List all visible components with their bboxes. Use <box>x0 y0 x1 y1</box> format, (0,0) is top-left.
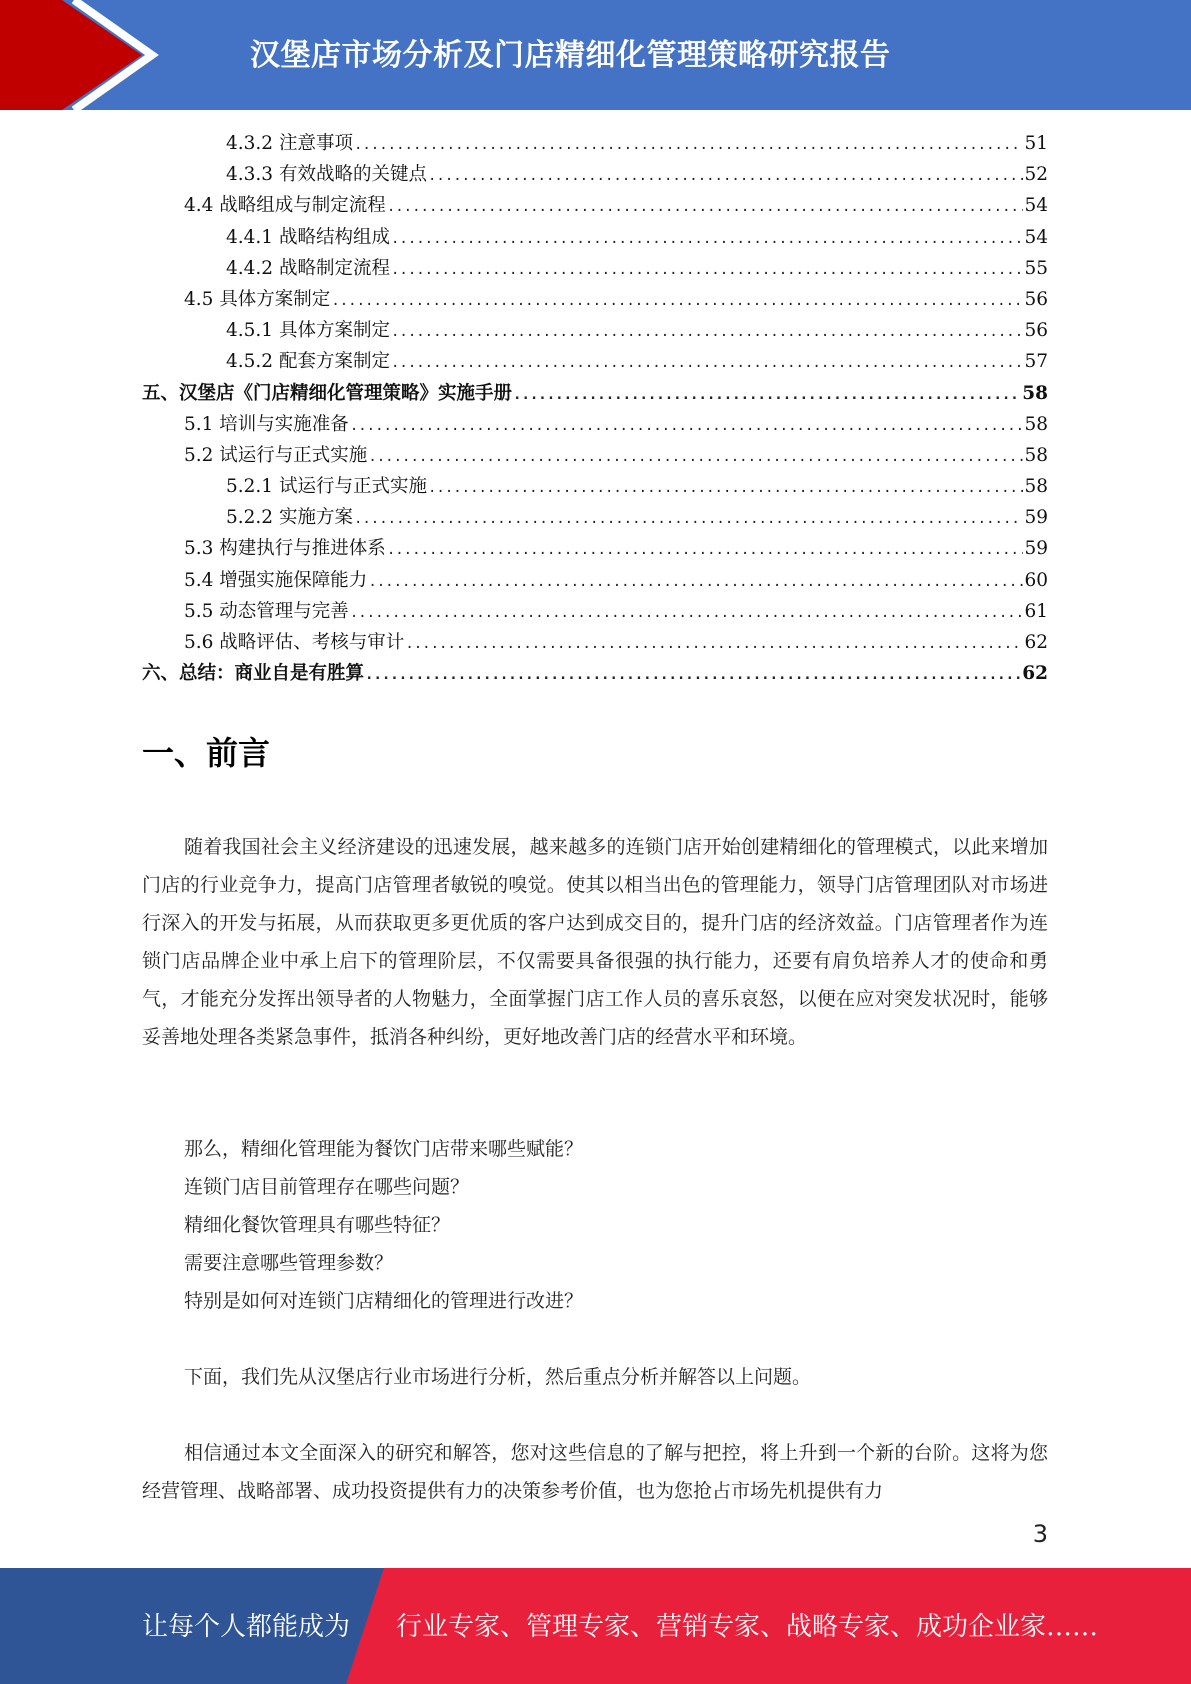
toc-page-number: 55 <box>1024 257 1048 279</box>
toc-entry-title: 5.2 试运行与正式实施 <box>184 444 368 466</box>
toc-entry[interactable] <box>142 502 1048 533</box>
page-footer <box>0 1568 1191 1684</box>
toc-entry-title: 4.4.1 战略结构组成 <box>226 226 390 248</box>
toc-dot-leader <box>391 255 1023 284</box>
toc-dot-leader <box>391 348 1023 377</box>
toc-entry[interactable] <box>142 409 1048 440</box>
toc-dot-leader <box>354 130 1024 159</box>
toc-entry[interactable] <box>142 222 1048 253</box>
toc-entry[interactable] <box>142 190 1048 221</box>
page-header <box>0 0 1191 110</box>
toc-entry-title: 4.3.2 注意事项 <box>226 133 353 154</box>
toc-entry[interactable] <box>142 627 1048 658</box>
toc-entry[interactable] <box>142 471 1048 502</box>
toc-dot-leader <box>405 629 1023 658</box>
toc-entry-title: 5.2.1 试运行与正式实施 <box>226 476 427 498</box>
toc-entry[interactable] <box>142 253 1048 284</box>
toc-page-number: 59 <box>1024 538 1048 560</box>
toc-entry-title: 4.5 具体方案制定 <box>184 288 331 310</box>
toc-dot-leader <box>513 380 1021 409</box>
toc-page-number: 58 <box>1024 444 1048 466</box>
toc-entry-title: 4.4 战略组成与制定流程 <box>184 195 386 217</box>
toc-entry-title: 五、汉堡店《门店精细化管理策略》实施手册 <box>142 382 513 404</box>
toc-dot-leader <box>365 660 1021 689</box>
question-item: 那么，精细化管理能为餐饮门店带来哪些赋能？ <box>184 1138 584 1160</box>
toc-dot-leader <box>354 504 1024 533</box>
toc-entry-title: 4.5.1 具体方案制定 <box>226 320 390 342</box>
toc-entry-title: 六、总结：商业自是有胜算 <box>142 663 365 685</box>
toc-dot-leader <box>391 224 1023 253</box>
toc-dot-leader <box>368 567 1023 596</box>
toc-page-number: 57 <box>1024 351 1048 373</box>
toc-page-number: 62 <box>1024 632 1048 653</box>
intro-paragraph-block <box>142 828 1048 1056</box>
toc-dot-leader <box>428 161 1023 190</box>
toc-entry[interactable] <box>142 378 1048 409</box>
toc-entry[interactable] <box>142 128 1048 159</box>
table-of-contents <box>142 128 1048 689</box>
toc-dot-leader <box>350 411 1024 440</box>
toc-page-number: 52 <box>1024 164 1048 186</box>
toc-page-number: 60 <box>1024 569 1048 591</box>
toc-entry-title: 5.3 构建执行与推进体系 <box>184 538 386 560</box>
toc-page-number: 58 <box>1024 413 1048 435</box>
toc-page-number: 61 <box>1024 600 1048 622</box>
toc-page-number: 51 <box>1024 133 1048 154</box>
toc-entry[interactable] <box>142 315 1048 346</box>
toc-entry[interactable] <box>142 440 1048 471</box>
section-heading: 一、前言 <box>142 734 271 772</box>
toc-entry-title: 5.1 培训与实施准备 <box>184 413 349 435</box>
question-item: 精细化餐饮管理具有哪些特征？ <box>184 1214 451 1236</box>
transition-paragraph: 下面，我们先从汉堡店行业市场进行分析，然后重点分析并解答以上问题。 <box>184 1366 812 1388</box>
closing-paragraph: 相信通过本文全面深入的研究和解答，您对这些信息的了解与把控，将上升到一个新的台阶。这将为您经营管理、战略部署、成功投资提供有力的决策参考价值，也为您抢占市场先机提供有力 <box>142 1442 1048 1502</box>
toc-entry-title: 4.4.2 战略制定流程 <box>226 257 390 279</box>
toc-page-number: 56 <box>1024 320 1048 342</box>
toc-page-number: 62 <box>1022 663 1048 685</box>
red-chevron-shape <box>0 0 142 110</box>
toc-entry[interactable] <box>142 565 1048 596</box>
toc-page-number: 58 <box>1022 382 1048 404</box>
toc-entry[interactable] <box>142 658 1048 689</box>
toc-dot-leader <box>368 442 1023 471</box>
toc-page-number: 54 <box>1024 226 1048 248</box>
toc-dot-leader <box>428 473 1023 502</box>
toc-page-number: 59 <box>1024 507 1048 529</box>
footer-slogan-left: 让每个人都能成为 <box>142 1612 351 1642</box>
toc-dot-leader <box>350 598 1024 627</box>
toc-entry[interactable] <box>142 159 1048 190</box>
toc-entry[interactable] <box>142 533 1048 564</box>
toc-dot-leader <box>387 192 1024 221</box>
toc-entry-title: 5.5 动态管理与完善 <box>184 600 349 622</box>
toc-entry-title: 5.6 战略评估、考核与审计 <box>184 632 405 653</box>
closing-paragraph-block <box>142 1434 1048 1510</box>
footer-slogan-right: 行业专家、管理专家、营销专家、战略专家、成功企业家…… <box>396 1612 1099 1642</box>
toc-dot-leader <box>391 317 1023 346</box>
toc-entry-title: 4.3.3 有效战略的关键点 <box>226 164 427 186</box>
transition-paragraph-block <box>142 1358 1048 1396</box>
toc-entry[interactable] <box>142 284 1048 315</box>
toc-entry[interactable] <box>142 596 1048 627</box>
toc-page-number: 54 <box>1024 195 1048 217</box>
toc-page-number: 58 <box>1024 476 1048 498</box>
toc-entry[interactable] <box>142 346 1048 377</box>
toc-page-number: 56 <box>1024 288 1048 310</box>
intro-paragraph: 随着我国社会主义经济建设的迅速发展，越来越多的连锁门店开始创建精细化的管理模式，以此来增加门店的行业竞争力，提高门店管理者敏锐的嗅觉。使其以相当出色的管理能力，领导门店管理团队对市场进行深入的开发与拓展，从而获取更多更优质的客户达到成交目的，提升门店的经济效益。门店管理者作为连锁门店品牌企业中承上启下的管理阶层，不仅需要具备很强的执行能力，还要有肩负培养人才的使命和勇气，才能充分发挥出领导者的人物魅力，全面掌握门店工作人员的喜乐哀怒，以便在应对突发状况时，能够妥善地处理各类紧急事件，抵消各种纠纷，更好地改善门店的经营水平和环境。 <box>142 836 1048 1048</box>
question-item: 连锁门店目前管理存在哪些问题？ <box>184 1176 470 1198</box>
toc-entry-title: 5.2.2 实施方案 <box>226 507 353 529</box>
toc-dot-leader <box>331 286 1023 315</box>
page-number: 3 <box>1032 1520 1048 1548</box>
toc-entry-title: 5.4 增强实施保障能力 <box>184 569 368 591</box>
question-item: 需要注意哪些管理参数？ <box>184 1252 394 1274</box>
toc-dot-leader <box>387 535 1024 564</box>
question-list <box>184 1130 583 1320</box>
question-item: 特别是如何对连锁门店精细化的管理进行改进？ <box>184 1290 584 1312</box>
report-title: 汉堡店市场分析及门店精细化管理策略研究报告 <box>250 38 891 73</box>
toc-entry-title: 4.5.2 配套方案制定 <box>226 351 390 373</box>
